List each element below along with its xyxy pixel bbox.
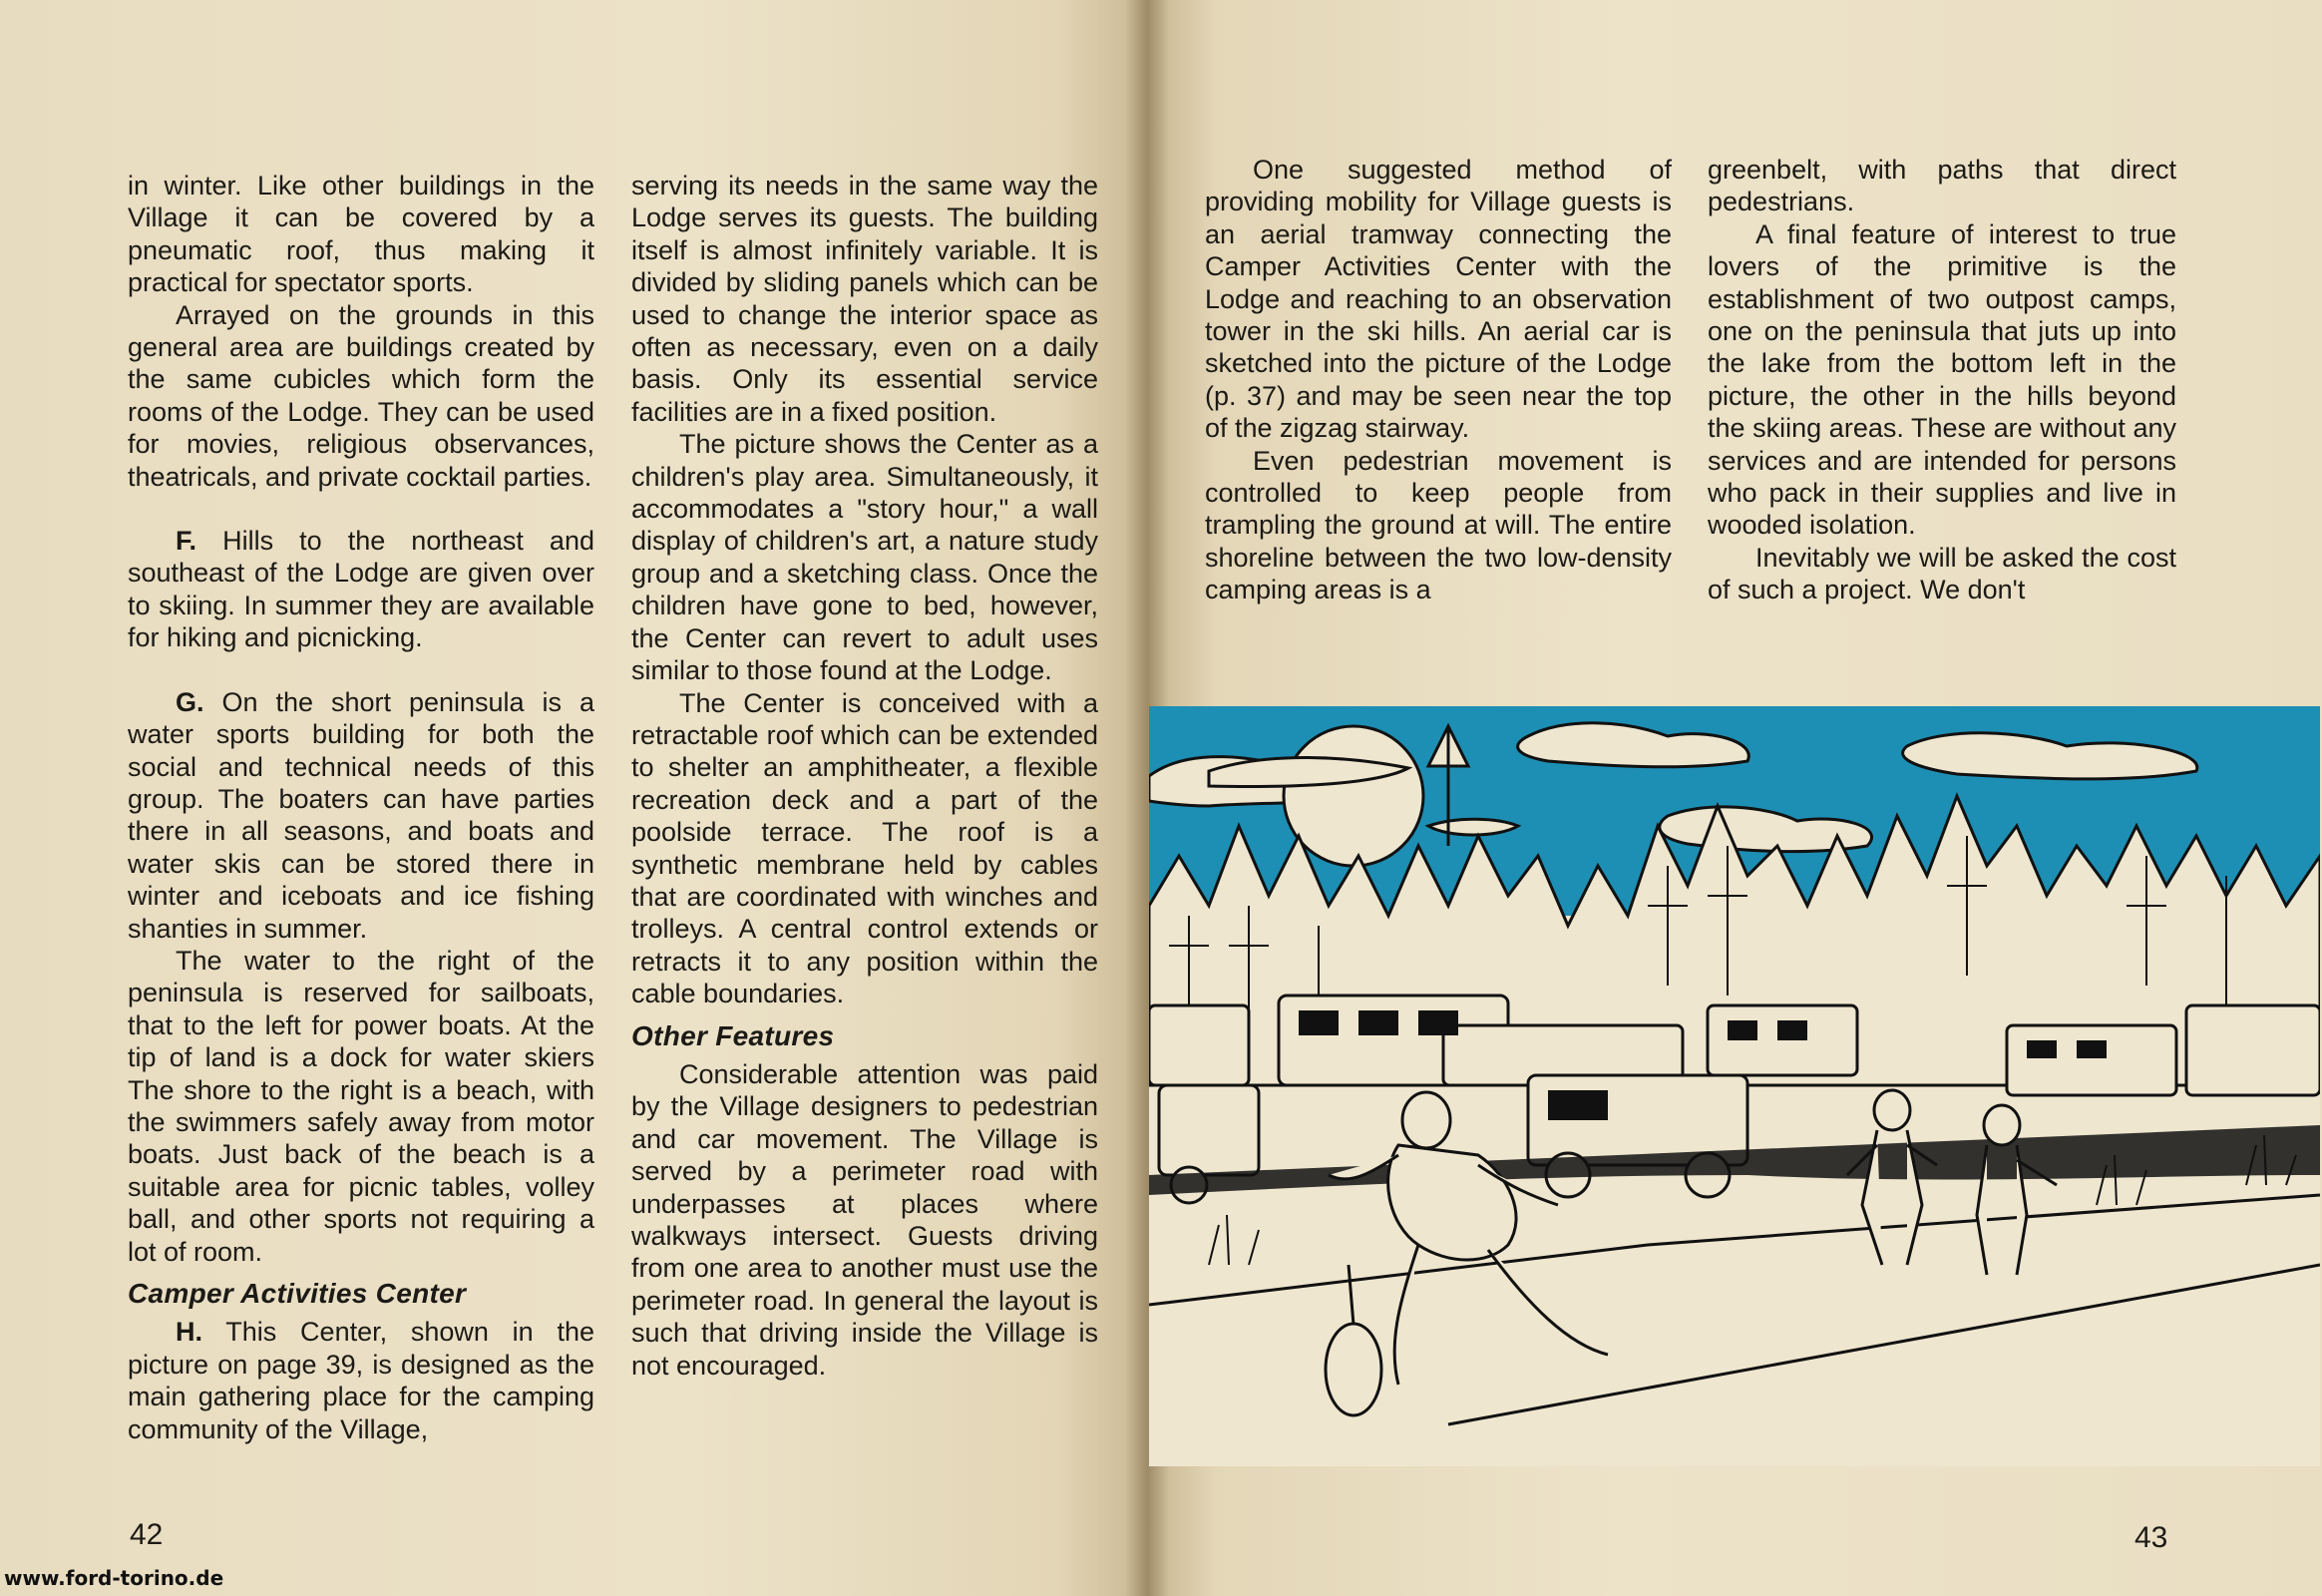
section-text: Hills to the northeast and southeast of the Lodge are given over to skiing. In summer they are available for hiking and picnicking. <box>128 526 594 653</box>
paragraph: The Center is conceived with a retractable roof which can be extended to shelter an amphitheater, a flexible recreation deck and a part of the poolside terrace. The roof is a synthetic membrane held by cables that are coordinated with winches and trolleys. A central control extends or retracts it to any position within the cable boundaries. <box>631 687 1098 1009</box>
section-label: G. <box>176 686 204 717</box>
campground-illustration <box>1149 706 2320 1466</box>
paragraph: One suggested method of providing mobility for Village guests is an aerial tramway connecting the Camper Activities Center with the Lodge and reaching to an observation tower in the ski hills. An aerial car is sketched into the picture of the Lodge (p. 37) and may be seen near the top of the zigzag stairway. <box>1205 155 1672 444</box>
player-head <box>1402 1092 1450 1148</box>
section-text: This Center, shown in the picture on page 39, is designed as the main gathering place for the camping community of the Village, <box>128 1317 594 1444</box>
section-heading: Camper Activities Center <box>128 1278 467 1309</box>
paragraph: Even pedestrian movement is controlled to keep people from trampling the ground at will. The entire shoreline between the two low-density camping areas is a <box>1205 445 1672 605</box>
moon <box>1284 726 1423 866</box>
paragraph: in winter. Like other buildings in the Village it can be covered by a pneumatic roof, thus making it practical for spectator sports. <box>128 171 594 298</box>
page-number: 43 <box>2134 1521 2168 1554</box>
cloud <box>1428 819 1518 835</box>
right-column-2 <box>1708 154 2176 606</box>
paragraph: Inevitably we will be asked the cost of such a project. We don't <box>1708 542 2176 605</box>
left-page <box>0 0 1147 1596</box>
section-h <box>128 1316 594 1445</box>
tennis-racket <box>1326 1324 1381 1415</box>
paragraph: The picture shows the Center as a children's play area. Simultaneously, it accommodates a "story hour," a wall display of children's art, a nature study group and a sketching class. Once the children have gone to bed, however, the Center can revert to adult uses similar to those found at the Lodge. <box>631 429 1098 686</box>
paragraph: greenbelt, with paths that direct pedestrians. <box>1708 155 2176 217</box>
section-f <box>128 525 594 654</box>
section-heading: Other Features <box>631 1019 835 1051</box>
paragraph: Arrayed on the grounds in this general area are buildings created by the same cubicles which form the rooms of the Lodge. They can be used for movies, religious observances, theatricals, and private cocktail parties. <box>128 299 594 492</box>
watermark: www.ford-torino.de <box>4 1566 224 1590</box>
left-column-2 <box>631 170 1098 1382</box>
paragraph: A final feature of interest to true lovers of the primitive is the establishment of two outpost camps, one on the peninsula that juts up into the lake from the bottom left in the picture, the other in the hills beyond the skiing areas. These are without any services and are intended for persons who pack in their supplies and live in wooded isolation. <box>1708 218 2176 541</box>
section-label: F. <box>176 526 197 557</box>
paragraph: serving its needs in the same way the Lodge serves its guests. The building itself is almost infinitely variable. It is divided by sliding panels which can be used to change the interior space as often as necessary, even on a daily basis. Only its essential service facilities are in a fixed position. <box>631 171 1098 427</box>
page-number: 42 <box>130 1518 164 1551</box>
paragraph: Considerable attention was paid by the Village designers to pedestrian and car movement. The Village is served by a perimeter road with underpasses at places where walkways intersect. Guests driving from one area to another must use the perimeter road. In general the layout is such that driving inside the Village is not encouraged. <box>631 1058 1098 1381</box>
right-column-1 <box>1205 154 1672 606</box>
section-g <box>128 686 594 945</box>
left-column-1 <box>128 170 594 1445</box>
paragraph: The water to the right of the peninsula is reserved for sailboats, that to the left for power boats. At the tip of land is a dock for water skiers The shore to the right is a beach, with the swimmers safely away from motor boats. Just back of the beach is a suitable area for picnic tables, volley ball, and other sports not requiring a lot of room. <box>128 945 594 1267</box>
section-text: On the short peninsula is a water sports building for both the social and technical needs of this group. The boaters can have parties there in all seasons, and boats and water skis can be stored there in winter and iceboats and ice fishing shanties in summer. <box>128 686 594 944</box>
section-label: H. <box>176 1317 202 1348</box>
